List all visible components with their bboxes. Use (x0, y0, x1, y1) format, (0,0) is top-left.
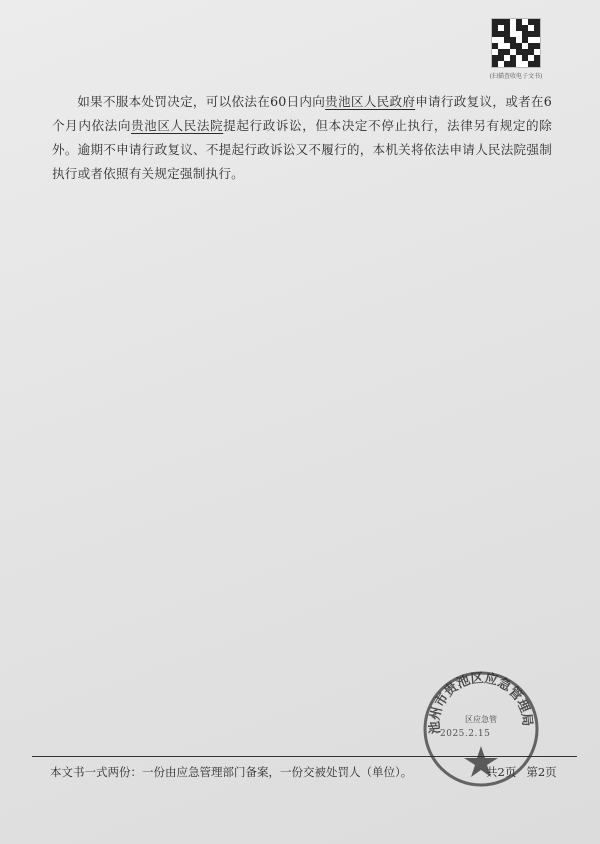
body-text-part2: 申请行政复议，或者在6个月内依法向 (52, 94, 552, 133)
seal-inner-text: 区应急管 (465, 715, 497, 724)
page-number: 第2页 (526, 765, 557, 779)
qr-code-icon[interactable] (491, 18, 541, 68)
page-indicator (486, 764, 557, 780)
gov-name: 贵池区人民政府 (325, 94, 416, 109)
body-text-part3: 提起行政诉讼，但本决定不停止执行，法律另有规定的除外。逾期不申请行政复议、不提起行政诉讼又不履行的，本机关将依法申请人民法院强制执行或者依照有关规定强制执行。 (52, 118, 553, 181)
qr-block (480, 18, 552, 80)
body-text-part1: 如果不服本处罚决定，可以依法在60日内向 (77, 94, 326, 109)
seal-date: 2025.2.15 (440, 729, 491, 739)
footer-divider (32, 756, 577, 757)
court-name: 贵池区人民法院 (131, 118, 224, 133)
seal-arc-text: 池州市贵池区应急管理局 (427, 671, 535, 735)
qr-caption: (扫描查收电子文书) (489, 73, 543, 80)
total-pages: 共2页 (486, 765, 517, 779)
body-paragraph (52, 90, 552, 186)
svg-text:池州市贵池区应急管理局 (427, 670, 535, 735)
footer-note: 本文书一式两份：一份由应急管理部门备案，一份交被处罚人（单位）。 (50, 765, 413, 779)
